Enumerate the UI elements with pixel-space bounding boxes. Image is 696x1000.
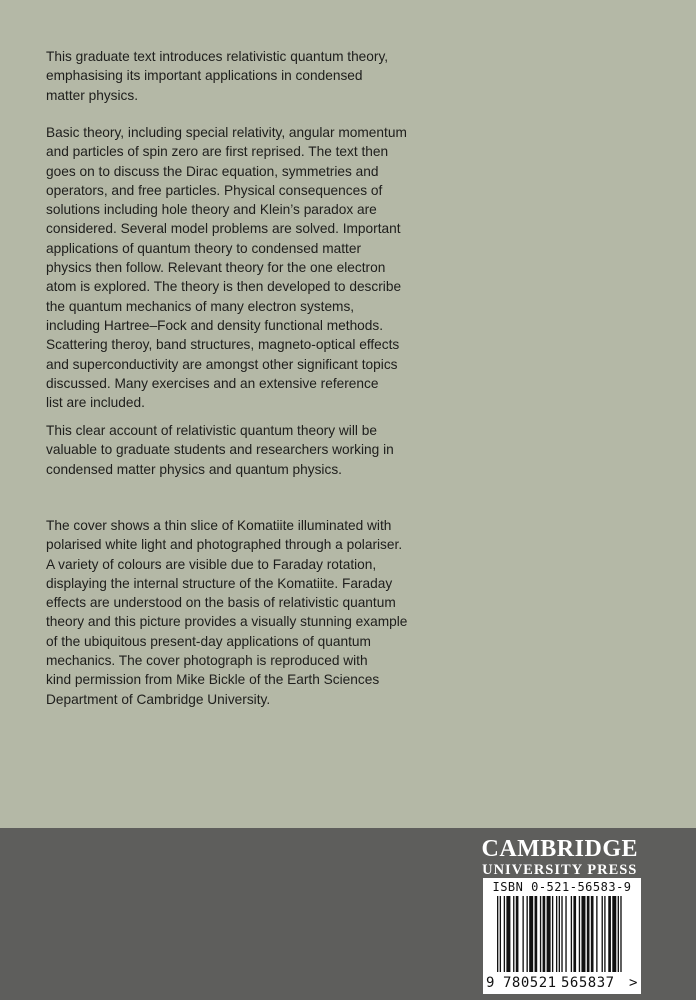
barcode-bar (500, 896, 501, 972)
barcode-bar (612, 896, 616, 972)
barcode-bar (556, 896, 557, 972)
barcode-bar (516, 896, 519, 972)
paragraph-text: The cover shows a thin slice of Komatiite illuminated with polarised white light and photographed through a polariser. A variety of colours are visible due to Faraday rotation, displaying the internal structure of the Komatiite. Faraday effects are understood on the basis of relativistic quantum theory and this picture provides a visually stunning example of the ubiquitous present-day applications of quantum mechanics. The cover photograph is reproduced with kind permission from Mike Bickle of the Earth Sciences Department of Cambridge University. (46, 518, 408, 707)
barcode-bar (608, 896, 611, 972)
paragraph-text: This graduate text introduces relativistic quantum theory, emphasising its important applications in condensed matter physics. (46, 49, 389, 103)
barcode-bar (543, 896, 546, 972)
barcode-bar (504, 896, 505, 972)
barcode-digits-left: 780521 (503, 975, 557, 991)
barcode-bar (596, 896, 597, 972)
publisher-logo (481, 836, 638, 878)
barcode-bar (620, 896, 621, 972)
publisher-subtitle: UNIVERSITY PRESS (482, 862, 638, 878)
barcode-bar (581, 896, 585, 972)
barcode-bar (559, 896, 560, 972)
cover-description-paragraph (46, 516, 416, 709)
isbn-label: ISBN 0-521-56583-9 (492, 880, 632, 894)
blurb-intro-paragraph (46, 47, 416, 105)
blurb-audience-paragraph (46, 421, 416, 479)
barcode-digit-first: 9 (486, 975, 495, 991)
blurb-contents-paragraph (46, 123, 416, 412)
barcode-bar (573, 896, 576, 972)
barcode-bar (591, 896, 594, 972)
barcode-bar (506, 896, 510, 972)
barcode-bar (513, 896, 514, 972)
barcode-bar (522, 896, 523, 972)
barcode-bar (571, 896, 572, 972)
barcode-bar (565, 896, 566, 972)
barcode-bar (561, 896, 562, 972)
barcode-bar (497, 896, 498, 972)
paragraph-text: Basic theory, including special relativity, angular momentum and particles of spin zero are first reprised. The text then goes on to discuss the Dirac equation, symmetries and operators, and free particles. Physical consequences of solutions including hole theory and Klein’s paradox are considered. Several model problems are solved. Important applications of quantum theory to condensed matter physics then follow. Relevant theory for the one electron atom is explored. The theory is then developed to describe the quantum mechanics of many electron systems, including Hartree–Fock and density functional methods. Scattering theroy, band structures, magneto-optical effects and superconductivity are amongst other significant topics discussed. Many exercises and an extensive reference list are included. (46, 125, 407, 411)
paragraph-text: This clear account of relativistic quantum theory will be valuable to graduate students and researchers working in condensed matter physics and quantum physics. (46, 423, 394, 477)
barcode-bar (618, 896, 619, 972)
publisher-name: CAMBRIDGE (481, 836, 638, 862)
barcode-bar (529, 896, 533, 972)
barcode-end-marker: > (629, 975, 638, 991)
barcode-bars (497, 896, 623, 972)
barcode-bar (547, 896, 551, 972)
barcode-bar (552, 896, 553, 972)
barcode-bar (587, 896, 590, 972)
barcode-bar (604, 896, 605, 972)
barcode-bar (535, 896, 538, 972)
isbn-barcode (483, 878, 641, 994)
barcode-bar (579, 896, 580, 972)
barcode-bar (602, 896, 603, 972)
barcode-bar (526, 896, 527, 972)
barcode-bar (540, 896, 541, 972)
barcode-digits-right: 565837 (561, 975, 615, 991)
